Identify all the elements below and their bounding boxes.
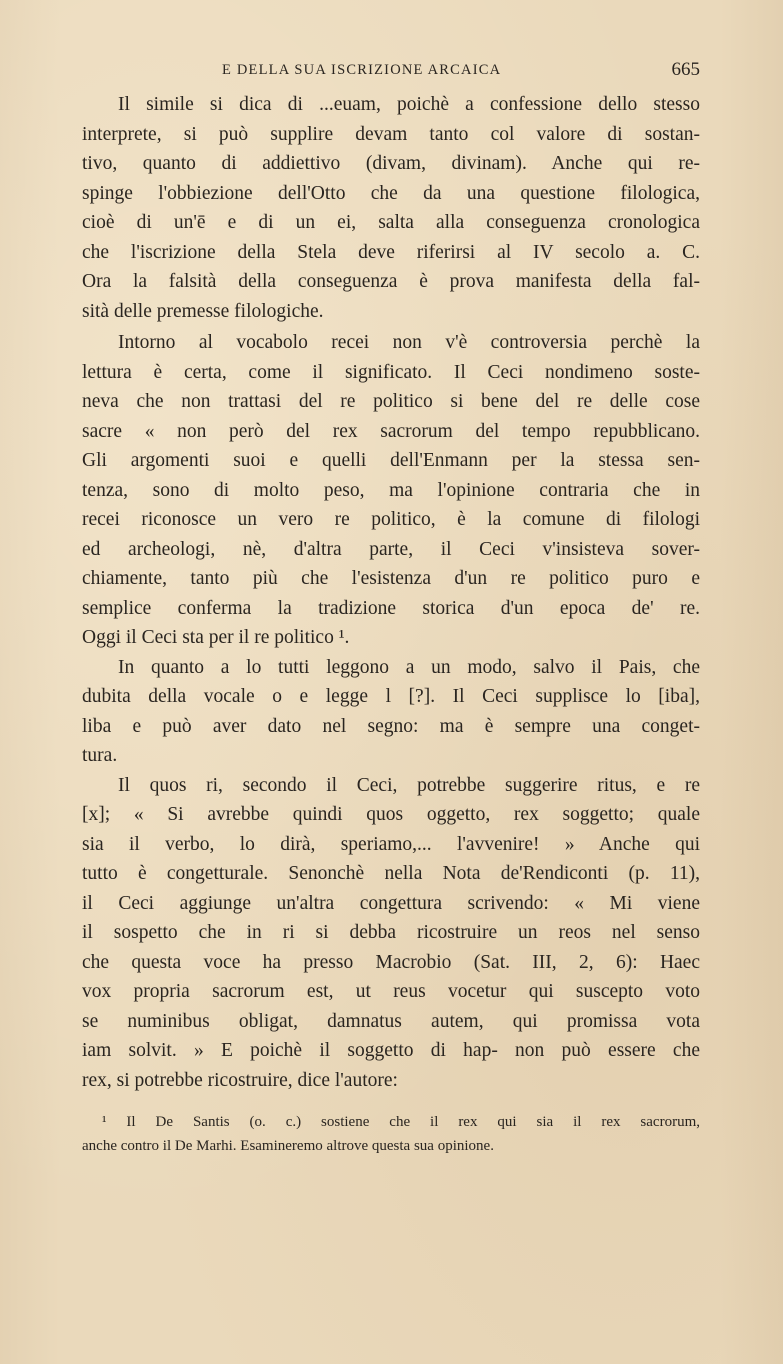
text-line: Gli argomenti suoi e quelli dell'Enmann per la stessa sen- (82, 450, 700, 471)
text-line: lettura è certa, come il significato. Il Ceci nondimeno soste- (82, 361, 700, 383)
text-line: iam solvit. » E poichè il soggetto di hap- non può essere che (82, 1040, 700, 1061)
text-line: il Ceci aggiunge un'altra congettura scrivendo: « Mi viene (82, 892, 700, 914)
text-line: vox propria sacrorum est, ut reus vocetur qui suscepto voto (82, 981, 700, 1002)
running-header (82, 59, 700, 86)
text-line: sità delle premesse filologiche. (82, 300, 324, 322)
footnote-line: anche contro il De Marhi. Esamineremo altrove questa sua opinione. (82, 1138, 494, 1154)
text-line: Oggi il Ceci sta per il re politico ¹. (82, 627, 350, 648)
text-line: ed archeologi, nè, d'altra parte, il Ceci v'insisteva sover- (82, 538, 700, 560)
text-line: tivo, quanto di addiettivo (divam, divinam). Anche qui re- (82, 153, 700, 174)
text-line: Ora la falsità della conseguenza è prova manifesta della fal- (82, 271, 700, 292)
text-line: il sospetto che in ri si debba ricostruire un reos nel senso (82, 922, 700, 943)
body-text (82, 90, 700, 1095)
page-number: 665 (671, 59, 700, 80)
text-line: sacre « non però del rex sacrorum del tempo repubblicano. (82, 420, 700, 442)
text-line: semplice conferma la tradizione storica d'un epoca de' re. (82, 597, 700, 619)
text-line: tura. (82, 745, 118, 766)
text-line: che l'iscrizione della Stela deve riferirsi al IV secolo a. C. (82, 241, 700, 263)
text-line: neva che non trattasi del re politico si bene del re delle cose (82, 391, 700, 412)
text-line: sia il verbo, lo dirà, speriamo,... l'avvenire! » Anche qui (82, 833, 700, 855)
text-line: tutto è congetturale. Senonchè nella Nota de'Rendiconti (p. 11), (82, 863, 700, 884)
text-line: se numinibus obligat, damnatus autem, qui promissa vota (82, 1010, 700, 1032)
text-line: spinge l'obbiezione dell'Otto che da una questione filologica, (82, 182, 700, 204)
text-line: interprete, si può supplire devam tanto col valore di sostan- (82, 123, 700, 145)
text-line: tenza, sono di molto peso, ma l'opinione contraria che in (82, 479, 700, 501)
text-line: Intorno al vocabolo recei non v'è controversia perchè la (118, 332, 700, 353)
footnote (82, 1110, 700, 1158)
text-line: cioè di un'ē e di un ei, salta alla conseguenza cronologica (82, 212, 700, 233)
text-line: che questa voce ha presso Macrobio (Sat. III, 2, 6): Haec (82, 951, 700, 973)
running-title: E DELLA SUA ISCRIZIONE ARCAICA (222, 62, 502, 78)
text-line: chiamente, tanto più che l'esistenza d'un re politico puro e (82, 568, 700, 589)
text-line: liba e può aver dato nel segno: ma è sempre una conget- (82, 715, 700, 737)
text-line: Il quos ri, secondo il Ceci, potrebbe suggerire ritus, e re (118, 774, 700, 796)
text-line: recei riconosce un vero re politico, è la comune di filologi (82, 509, 700, 530)
text-line: In quanto a lo tutti leggono a un modo, salvo il Pais, che (118, 656, 700, 678)
text-line: Il simile si dica di ...euam, poichè a confessione dello stesso (118, 94, 700, 115)
text-line: rex, si potrebbe ricostruire, dice l'autore: (82, 1069, 398, 1091)
footnote-line: ¹ Il De Santis (o. c.) sostiene che il rex qui sia il rex sacrorum, (102, 1114, 700, 1130)
text-line: dubita della vocale o e legge l [?]. Il Ceci supplisce lo [iba], (82, 686, 700, 707)
text-line: [x]; « Si avrebbe quindi quos oggetto, rex soggetto; quale (82, 804, 700, 825)
